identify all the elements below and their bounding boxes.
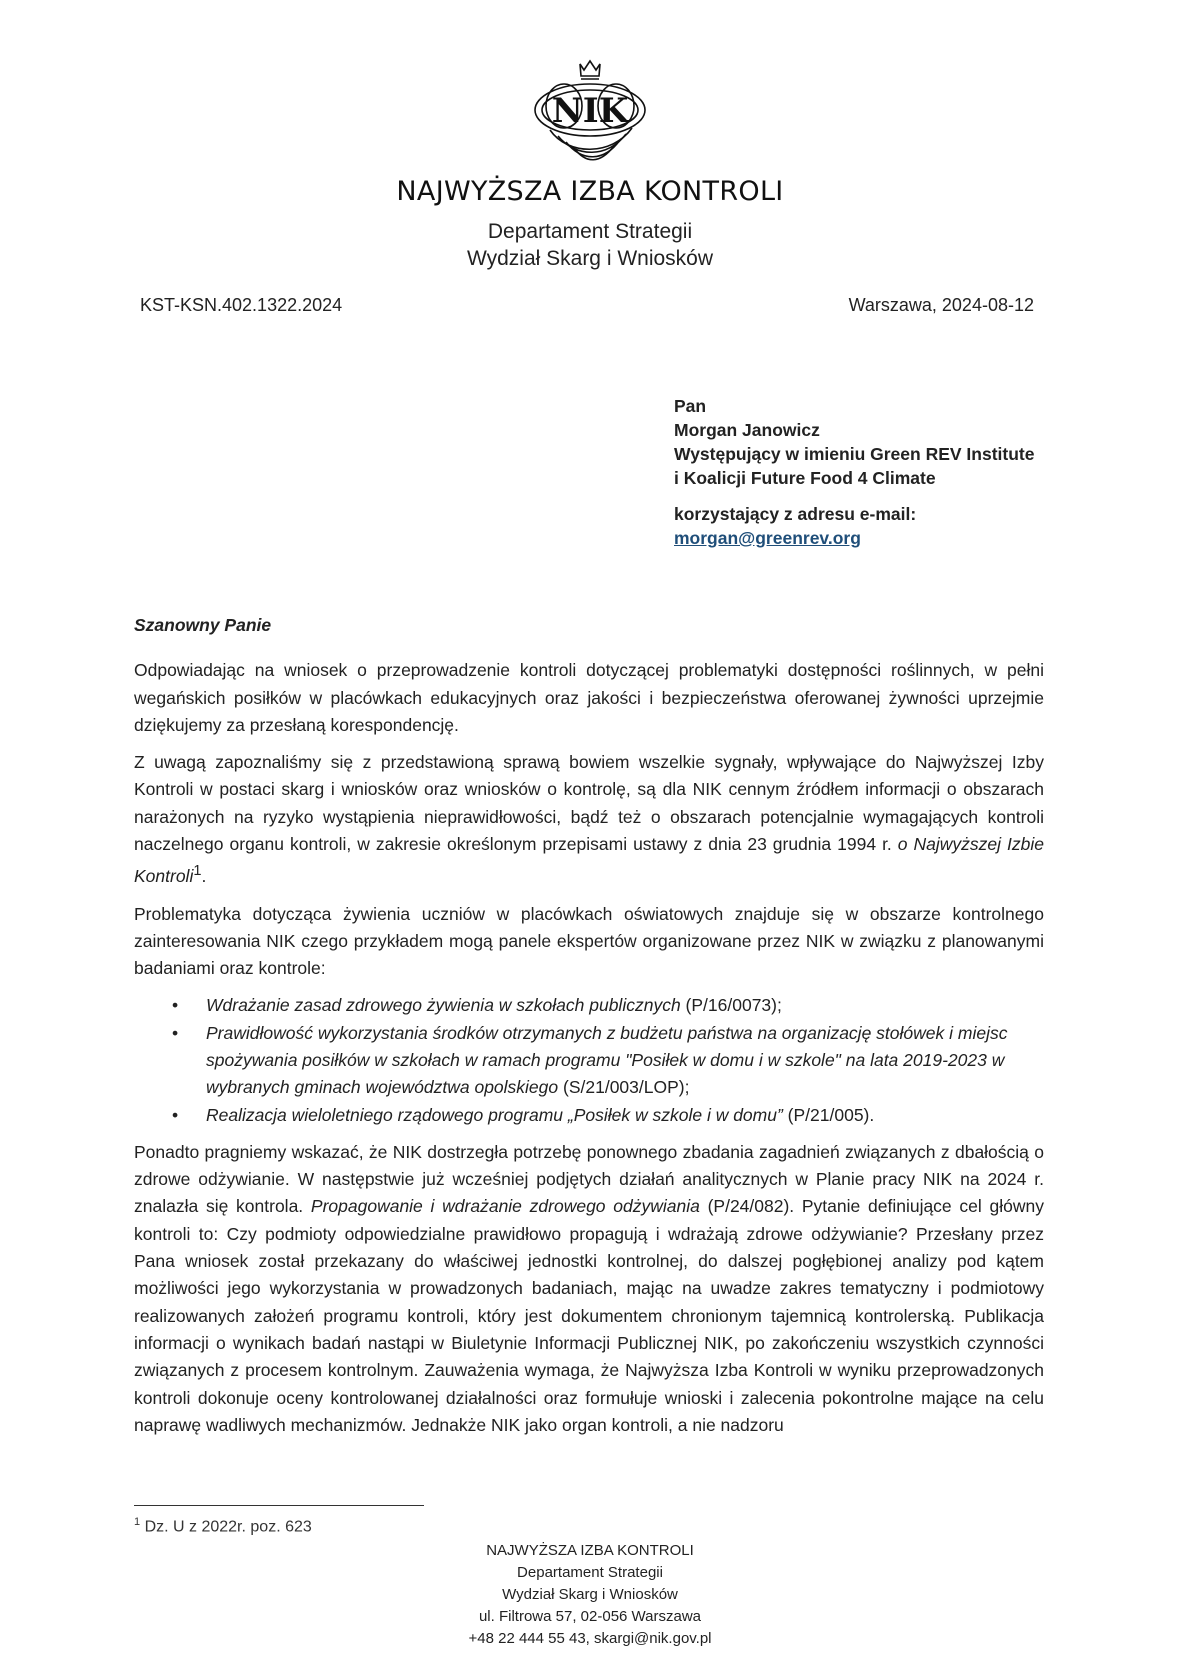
nik-emblem-icon [528, 58, 652, 166]
list-item [134, 1102, 1044, 1129]
audit-code: (S/21/003/LOP); [558, 1077, 690, 1098]
bullet-icon: • [172, 1104, 179, 1125]
footnote-text: Dz. U z 2022r. poz. 623 [140, 1518, 312, 1536]
addressee-block [674, 394, 1034, 550]
bullet-icon: • [172, 1022, 179, 1043]
addressee-name: Morgan Janowicz [674, 420, 820, 440]
addressee-role-line1: Występujący w imieniu Green REV Institute [674, 444, 1035, 464]
division-name: Wydział Skarg i Wniosków [466, 247, 714, 270]
nik-logo [528, 58, 652, 166]
footer-address: ul. Filtrowa 57, 02-056 Warszawa [478, 1608, 702, 1625]
place-and-date: Warszawa, 2024-08-12 [848, 295, 1034, 315]
list-item [134, 992, 1044, 1019]
paragraph-4 [134, 1139, 1044, 1439]
audit-title: Prawidłowość wykorzystania środków otrzymanych z budżetu państwa na organizację stołówek i miejsc spożywania posiłków w szkołach w ramach programu "Posiłek w domu i w szkole" na lata 2019-2023 w wybranych gminach województwa opolskiego [206, 1022, 1008, 1098]
salutation: Szanowny Panie [134, 615, 272, 635]
addressee-title: Pan [674, 396, 707, 416]
paragraph-1: Odpowiadając na wniosek o przeprowadzenie kontroli dotyczącej problematyki dostępności roślinnych, w pełni wegańskich posiłków w placówkach edukacyjnych oraz jakości i bezpieczeństwa oferowanej żywności uprzejmie dziękujemy za przesłaną korespondencję. [134, 660, 1044, 735]
audit-title: Realizacja wieloletniego rządowego programu „Posiłek w szkole i w domu” [206, 1104, 783, 1125]
letter-body [134, 612, 1044, 1449]
logo-text: NIK [551, 91, 629, 131]
footnote-number: 1 [134, 1516, 141, 1528]
footer-institution: NAJWYŻSZA IZBA KONTROLI [486, 1542, 694, 1559]
act-title: o Najwyższej Izbie Kontroli [134, 834, 1044, 887]
audit-code: (P/16/0073); [680, 995, 782, 1016]
email-label: korzystający z adresu e-mail: [674, 504, 917, 524]
paragraph-2-text: Z uwagą zapoznaliśmy się z przedstawioną sprawą bowiem wszelkie sygnały, wpływające do Najwyższej Izby Kontroli w postaci skarg i wniosków oraz wniosków o kontrolę, są dla NIK cennym źródłem informacji o obszarach narażonych na ryzyko wystąpienia nieprawidłowości, bądź też o obszarach potencjalnie wymagających kontroli naczelnego organu kontroli, w zakresie określonym przepisami ustawy z dnia 23 grudnia 1994 r. [134, 752, 1044, 855]
case-signature: KST-KSN.402.1322.2024 [140, 295, 343, 315]
audit-code: (P/21/005). [782, 1104, 875, 1125]
audit-title: Wdrażanie zasad zdrowego żywienia w szkołach publicznych [206, 995, 681, 1016]
department-block [0, 218, 1180, 272]
footer-department: Departament Strategii [517, 1564, 663, 1581]
list-item [134, 1020, 1044, 1102]
footnote-reference: 1 [193, 863, 202, 880]
paragraph-2-end: . [201, 866, 207, 887]
page-footer [0, 1540, 1180, 1650]
footer-contact: +48 22 444 55 43, skargi@nik.gov.pl [468, 1630, 712, 1647]
paragraph-4-text-b: (P/24/082). Pytanie definiujące cel główny kontroli to: Czy podmioty odpowiedzialne prawidłowo propagują i wdrażają zdrowe odżywianie? Przesłany przez Pana wniosek został przekazany do właściwej jednostki kontrolnej, do dalszej pogłębionej analizy pod kątem możliwości jego wykorzystania w prowadzonych badaniach, mając na uwadze zakres tematyczny i podmiotowy realizowanych założeń programu kontroli, który jest dokumentem chronionym tajemnicą kontrolerską. Publikacja informacji o wynikach badań nastąpi w Biuletynie Informacji Publicznej NIK, po zakończeniu wszystkich czynności związanych z procesem kontrolnym. Zauważenia wymaga, że Najwyższa Izba Kontroli w wyniku przeprowadzonych kontroli dokonuje oceny kontrolowanej działalności oraz formułuje wnioski i zalecenia pokontrolne mające na celu naprawę wadliwych mechanizmów. Jednakże NIK jako organ kontroli, a nie nadzoru [134, 1196, 1044, 1435]
audit-name: Propagowanie i wdrażanie zdrowego odżywiania [310, 1196, 700, 1217]
department-name: Departament Strategii [487, 220, 693, 243]
institution-name: NAJWYŻSZA IZBA KONTROLI [396, 176, 784, 207]
paragraph-2 [134, 749, 1044, 890]
email-link[interactable]: morgan@greenrev.org [674, 528, 861, 548]
footnote [134, 1516, 312, 1536]
footnote-separator [134, 1505, 424, 1506]
paragraph-3: Problematyka dotycząca żywienia uczniów w placówkach oświatowych znajduje się w obszarze kontrolnego zainteresowania NIK czego przykładem mogą panele ekspertów organizowane przez NIK w związku z planowanymi badaniami oraz kontrole: [134, 903, 1044, 979]
addressee-role-line2: i Koalicji Future Food 4 Climate [674, 468, 936, 488]
audits-list [134, 992, 1044, 1128]
bullet-icon: • [172, 995, 179, 1016]
footer-division: Wydział Skarg i Wniosków [502, 1586, 678, 1603]
paragraph-4-text-a: Ponadto pragniemy wskazać, że NIK dostrzegła potrzebę ponownego zbadania zagadnień związanych z dbałością o zdrowe odżywianie. W następstwie już wcześniej podjętych działań analitycznych w Planie pracy NIK na 2024 r. znalazła się kontrola. [134, 1141, 1044, 1217]
